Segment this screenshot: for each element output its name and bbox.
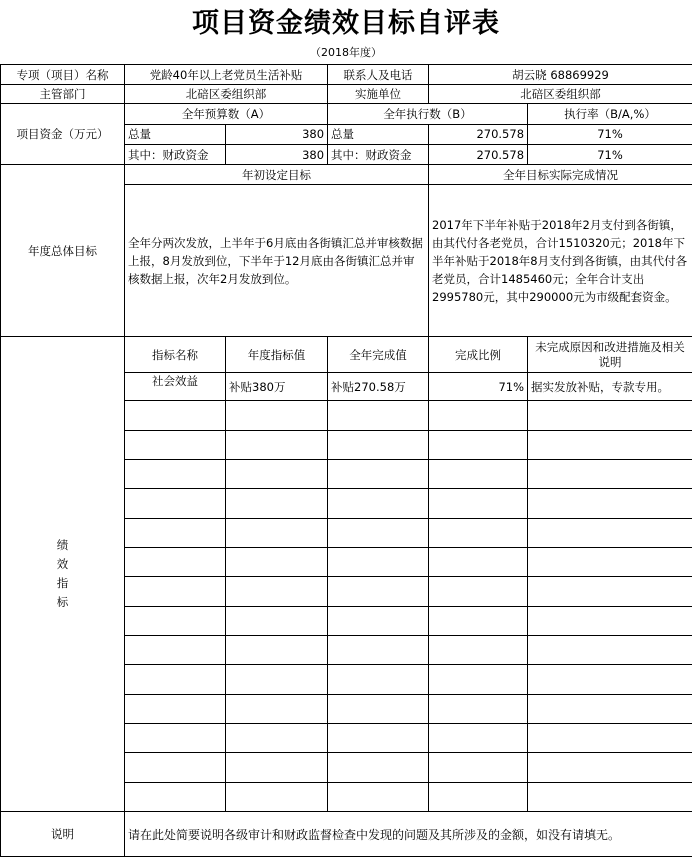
rate-fiscal-value: 71% <box>528 144 692 164</box>
indicator-name: 社会效益 <box>125 372 226 400</box>
actual-completion-header: 全年目标实际完成情况 <box>429 165 692 185</box>
form-year: （2018年度） <box>310 46 382 59</box>
indicator-ratio: 71% <box>429 372 528 400</box>
exec-total-value: 270.578 <box>429 124 528 144</box>
note-label: 说明 <box>1 812 125 857</box>
form-title: 项目资金绩效目标自评表 <box>192 7 500 39</box>
budget-fiscal-value: 380 <box>226 144 328 164</box>
indicator-reason: 据实发放补贴，专款专用。 <box>528 372 692 400</box>
project-name-value: 党龄40年以上老党员生活补贴 <box>125 65 328 85</box>
actual-completion-text: 2017年下半年补贴于2018年2月支付到各街镇，由其代付各老党员，合计1510320元；2018年下半年补贴于2018年8月支付到各街镇，由其代付各老党员，合计1485460元；全年合计支出2995780元，其中290000元为市级配套资金。 <box>429 185 692 337</box>
initial-goal-header: 年初设定目标 <box>125 165 429 185</box>
budget-header: 全年预算数（A） <box>125 104 328 124</box>
perf-indicators-label <box>1 337 125 812</box>
exec-header: 全年执行数（B） <box>328 104 528 124</box>
exec-fiscal-value: 270.578 <box>429 144 528 164</box>
contact-value: 胡云晓 68869929 <box>429 65 692 85</box>
impl-unit-label: 实施单位 <box>328 85 429 104</box>
indicator-actual: 补贴270.58万 <box>328 372 429 400</box>
fiscal-label-2: 其中：财政资金 <box>328 144 429 164</box>
fiscal-label: 其中：财政资金 <box>125 144 226 164</box>
indicator-header-target: 年度指标值 <box>226 337 328 372</box>
indicator-header-actual: 全年完成值 <box>328 337 429 372</box>
total-label-2: 总量 <box>328 124 429 144</box>
indicator-header-reason: 未完成原因和改进措施及相关说明 <box>528 337 692 372</box>
perf-indicators-vertical-text: 绩 效 指 标 <box>56 538 69 610</box>
department-value: 北碚区委组织部 <box>125 85 328 104</box>
indicator-header-ratio: 完成比例 <box>429 337 528 372</box>
indicator-target: 补贴380万 <box>226 372 328 400</box>
annual-goal-label: 年度总体目标 <box>1 165 125 337</box>
initial-goal-text: 全年分两次发放，上半年于6月底由各街镇汇总并审核数据上报，8月发放到位，下半年于12月底由各街镇汇总并审核数据上报，次年2月发放到位。 <box>125 185 429 337</box>
contact-label: 联系人及电话 <box>328 65 429 85</box>
rate-total-value: 71% <box>528 124 692 144</box>
budget-total-value: 380 <box>226 124 328 144</box>
note-text: 请在此处简要说明各级审计和财政监督检查中发现的问题及其所涉及的金额，如没有请填无。 <box>125 812 692 857</box>
evaluation-table <box>0 64 692 857</box>
funds-label: 项目资金（万元） <box>1 104 125 165</box>
department-label: 主管部门 <box>1 85 125 104</box>
project-name-label: 专项（项目）名称 <box>1 65 125 85</box>
rate-header: 执行率（B/A,%） <box>528 104 692 124</box>
total-label: 总量 <box>125 124 226 144</box>
impl-unit-value: 北碚区委组织部 <box>429 85 692 104</box>
indicator-header-name: 指标名称 <box>125 337 226 372</box>
